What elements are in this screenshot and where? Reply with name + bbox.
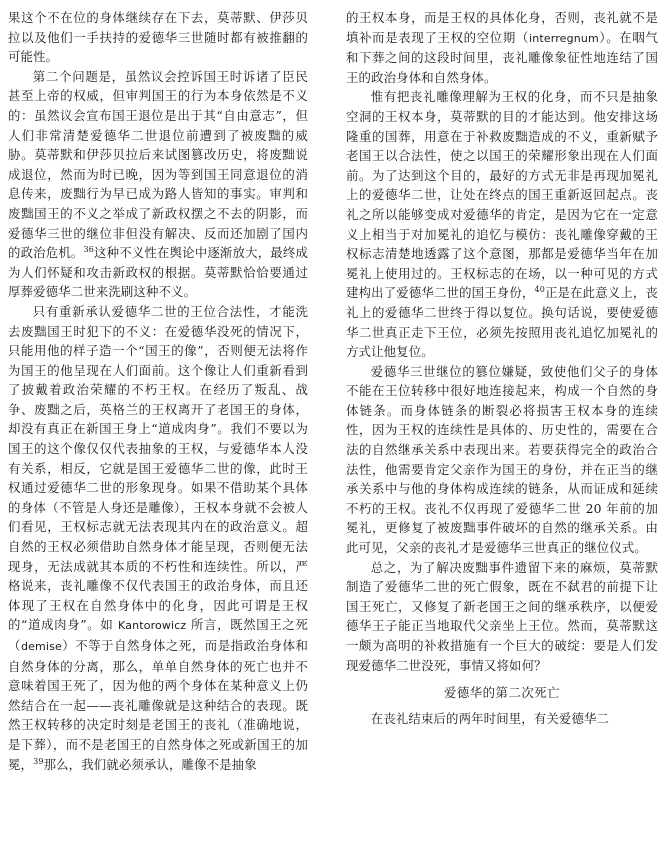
- right-column: [346, 8, 658, 728]
- footnote-marker[interactable]: 36: [83, 245, 95, 254]
- section-heading: 爱德华的第二次死亡: [443, 685, 560, 701]
- paragraph: 在丧礼结束后的两年时间里，有关爱德华二: [370, 710, 610, 726]
- paragraph: 总之，为了解决废黜事件遗留下来的麻烦，莫蒂默制造了爱德华二世的死亡假象，既在不弑君的前提下让国王死亡，又修复了新老国王之间的继承秩序，以便爱德华王子能正当地取代父亲坐上王位。然而，莫蒂默这一颇为高明的补救措施有一个巨大的破绽：要是人们发现爱德华二世没死，事情又将如何？: [346, 559, 658, 673]
- latin-term: interregnum: [529, 31, 599, 45]
- paragraph: 第二个问题是，虽然议会控诉国王时诉诸了臣民甚至上帝的权威，但审判国王的行为本身依然是不义的：虽然议会宣布国王退位是出于其“自由意志”，但人们非常清楚爱德华二世退位前遭到了被废黜的威胁。莫蒂默和伊莎贝拉后来试图篡改历史，将废黜说成退位，然而为时已晚，因为等到国王同意退位的消息传来，废黜行为早已成为路人皆知的事实。审判和废黜国王的不义之举成了新政权摆之不去的阴影，而爱德华三世的继位非但没有解决、反而还加剧了国内的政治危机。$^{36}$这种不义性在舆论中逐渐放大，最终成为人们怀疑和攻击新政权的根据。莫蒂默恰恰要通过厚葬爱德华二世来洗刷这种不义。: [8, 68, 308, 300]
- footnote-marker[interactable]: 39: [33, 756, 44, 766]
- latin-term: Kantorowicz: [118, 619, 187, 633]
- latin-term: demise: [20, 640, 62, 653]
- footnote-marker[interactable]: 40: [534, 285, 545, 295]
- paragraph: 只有重新承认爱德华二世的王位合法性，才能洗去废黜国王时犯下的不义：在爱德华没死的情况下，只能用他的样子造一个“国王的像”，否则便无法将作为国王的他呈现在人们面前。这个像让人们重新看到了披戴着政治荣耀的不朽王权。在经历了叛乱、战争、废黜之后，英格兰的王权离开了老国王的身体，却没有真正在新国王身上“道成肉身”。我们不要以为国王的这个像仅仅代表抽象的王权，与爱德华本人没有关系，相反，它就是国王爱德华二世的像，此时王权通过爱德华二世的形象现身。如果不借助某个具体的身体（不管是人身还是雕像），王权本身就不会被人们看见，王权标志就无法表现其内在的政治意义。超自然的王权必须借助自然身体才能呈现，否则便无法现身，无法成就其本质的不朽性和连续性。所以，严格说来，丧礼雕像不仅代表国王的政治身体，而且还体现了王权在自然身体中的化身，因此可谓是王权的“道成肉身”。如 Kantorowicz 所言，既然国王之死（demise）不等于自然身体之死，而是指政治身体和自然身体的分离，那么，单单自然身体的死亡也并不意味着国王死了，因为他的两个身体在某种意义上仍然结合在一起——丧礼雕像就是这种结合的表现。既然王权转移的决定时刻是老国王的丧礼（准确地说，是下葬），而不是老国王的自然身体之死或新国王的加冕，$^{39}$那么，我们就必须承认，雕像不是抽象: [8, 303, 308, 772]
- left-column: [8, 8, 308, 774]
- paragraph: 的王权本身，而是王权的具体化身，否则，丧礼就不是填补而是表现了王权的空位期（interregnum）。在咽气和下葬之间的这段时间里，丧礼雕像象征性地连结了国王的政治身体和自然身体。: [346, 10, 658, 85]
- paragraph: 惟有把丧礼雕像理解为王权的化身，而不只是抽象空洞的王权本身，莫蒂默的目的才能达到。他安排这场隆重的国葬，用意在于补救废黜造成的不义，重新赋予老国王以合法性，使之以国王的荣耀形象出现在人们面前。为了达到这个目的，最好的方式无非是再现加冕礼上的爱德华二世，让处在终点的国王重新返回起点。丧礼之所以能够变成对爱德华的肯定，是因为它在一定意义上相当于对加冕礼的追忆与模仿：丧礼雕像穿戴的王权标志清楚地透露了这个意图，那都是爱德华当年在加冕礼上使用过的。王权标志的在场，以一种可见的方式建构出了爱德华二世的国王身份，$^{40}$正是在此意义上，丧礼上的爱德华二世终于得以复位。换句话说，要使爱德华二世真正走下王位，必须先按照用丧礼追忆加冕礼的方式让他复位。: [346, 89, 659, 360]
- paragraph: 果这个不在位的身体继续存在下去，莫蒂默、伊莎贝拉以及他们一手扶持的爱德华三世随时都有被推翻的可能性。: [8, 10, 308, 65]
- paragraph: 爱德华三世继位的篡位嫌疑，致使他们父子的身体不能在王位转移中很好地连接起来，构成一个自然的身体链条。而身体链条的断裂必将损害王权本身的连续性，因为王权的连续性是具体的、历史性的，需要在合法的自然继承关系中表现出来。若要获得完全的政治合法性，他需要肯定父亲作为国王的身份，并在正当的继承关系中与他的身体构成连续的链条，从而证成和延续不朽的王权。丧礼不仅再现了爱德华二世 20 年前的加冕礼，更修复了被废黜事件破坏的自然的继承关系。由此可见，父亲的丧礼才是爱德华三世真正的继位仪式。: [346, 363, 658, 556]
